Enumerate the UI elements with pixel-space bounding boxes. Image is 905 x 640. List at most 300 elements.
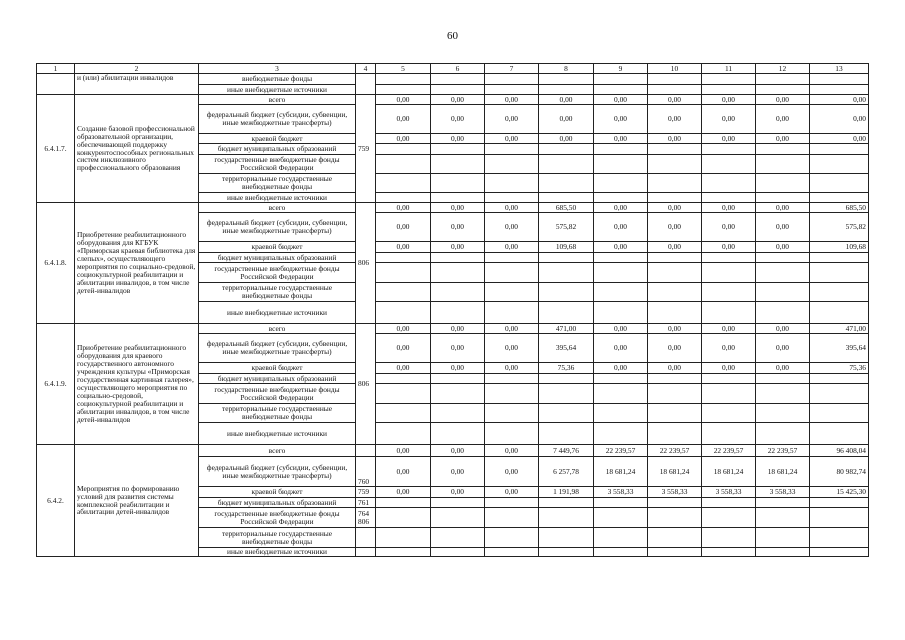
value-cell: 471,00 <box>810 324 869 334</box>
value-cell <box>539 528 594 548</box>
value-cell <box>810 404 869 423</box>
grbs-code-line: 806 <box>358 516 370 526</box>
value-cell <box>485 155 539 174</box>
value-cell <box>810 548 869 557</box>
value-cell <box>594 374 648 384</box>
value-cell <box>539 155 594 174</box>
value-cell <box>539 508 594 528</box>
value-cell <box>648 144 702 155</box>
value-cell <box>376 302 431 324</box>
value-cell: 0,00 <box>431 134 485 144</box>
value-cell <box>376 384 431 404</box>
grbs-code-line: 764 <box>358 508 370 518</box>
value-cell <box>594 508 648 528</box>
value-cell: 685,50 <box>810 203 869 213</box>
value-cell: 3 558,33 <box>648 487 702 498</box>
value-cell <box>594 404 648 423</box>
value-cell: 80 982,74 <box>810 457 869 487</box>
value-cell: 0,00 <box>485 324 539 334</box>
source-label: государственные внебюджетные фонды Российской Федерации <box>199 508 356 528</box>
value-cell <box>702 508 756 528</box>
value-cell <box>810 423 869 445</box>
value-cell <box>485 263 539 283</box>
grbs-code: 806 <box>356 324 376 445</box>
source-label: бюджет муниципальных образований <box>199 374 356 384</box>
value-cell: 0,00 <box>648 213 702 242</box>
value-cell <box>594 423 648 445</box>
value-cell: 0,00 <box>594 242 648 253</box>
value-cell: 0,00 <box>648 203 702 213</box>
value-cell: 0,00 <box>648 95 702 105</box>
column-header-9: 9 <box>594 64 648 74</box>
value-cell <box>702 548 756 557</box>
value-cell <box>810 302 869 324</box>
value-cell: 0,00 <box>756 203 810 213</box>
value-cell: 0,00 <box>756 242 810 253</box>
value-cell: 18 681,24 <box>594 457 648 487</box>
source-label: иные внебюджетные источники <box>199 548 356 557</box>
table-row <box>37 324 869 334</box>
value-cell: 0,00 <box>485 445 539 457</box>
source-label: территориальные государственные внебюджетные фонды <box>199 283 356 302</box>
source-label: государственные внебюджетные фонды Российской Федерации <box>199 384 356 404</box>
value-cell <box>539 193 594 203</box>
column-header-1: 1 <box>37 64 75 74</box>
value-cell: 109,68 <box>539 242 594 253</box>
value-cell: 0,00 <box>594 363 648 374</box>
value-cell <box>648 508 702 528</box>
value-cell <box>431 384 485 404</box>
row-code: 6.4.1.9. <box>37 324 75 445</box>
value-cell: 0,00 <box>756 363 810 374</box>
value-cell: 0,00 <box>594 334 648 363</box>
value-cell <box>810 174 869 193</box>
value-cell <box>810 374 869 384</box>
value-cell <box>648 498 702 508</box>
value-cell: 0,00 <box>485 334 539 363</box>
value-cell: 685,50 <box>539 203 594 213</box>
source-label: иные внебюджетные источники <box>199 302 356 324</box>
source-label: территориальные государственные внебюджетные фонды <box>199 528 356 548</box>
value-cell <box>648 283 702 302</box>
value-cell <box>756 404 810 423</box>
value-cell: 0,00 <box>810 134 869 144</box>
value-cell: 575,82 <box>810 213 869 242</box>
value-cell: 18 681,24 <box>702 457 756 487</box>
value-cell: 0,00 <box>431 242 485 253</box>
value-cell <box>702 263 756 283</box>
value-cell <box>485 384 539 404</box>
value-cell: 18 681,24 <box>648 457 702 487</box>
value-cell: 0,00 <box>756 134 810 144</box>
value-cell: 0,00 <box>431 105 485 134</box>
value-cell: 0,00 <box>431 445 485 457</box>
source-label: бюджет муниципальных образований <box>199 498 356 508</box>
value-cell <box>648 193 702 203</box>
value-cell: 0,00 <box>376 95 431 105</box>
value-cell <box>594 85 648 95</box>
value-cell: 0,00 <box>648 134 702 144</box>
value-cell <box>756 144 810 155</box>
value-cell: 75,36 <box>539 363 594 374</box>
source-label: краевой бюджет <box>199 242 356 253</box>
value-cell: 0,00 <box>702 213 756 242</box>
page-number: 60 <box>447 30 458 42</box>
value-cell: 0,00 <box>756 334 810 363</box>
value-cell <box>431 302 485 324</box>
value-cell <box>485 74 539 85</box>
value-cell <box>810 85 869 95</box>
value-cell: 0,00 <box>376 203 431 213</box>
value-cell <box>594 384 648 404</box>
value-cell: 22 239,57 <box>756 445 810 457</box>
value-cell <box>376 85 431 95</box>
column-header-3: 3 <box>199 64 356 74</box>
grbs-code: 759 <box>356 487 376 498</box>
value-cell <box>376 404 431 423</box>
grbs-code: 806 <box>356 203 376 324</box>
value-cell: 0,00 <box>376 334 431 363</box>
value-cell <box>756 253 810 263</box>
table-row <box>37 95 869 105</box>
value-cell: 0,00 <box>485 213 539 242</box>
source-label: бюджет муниципальных образований <box>199 253 356 263</box>
column-header-4: 4 <box>356 64 376 74</box>
value-cell <box>756 263 810 283</box>
value-cell: 75,36 <box>810 363 869 374</box>
measure-name: Приобретение реабилитационного оборудования для КГБУК «Приморская краевая библиотека для слепых», осуществляющего мероприятия по социально-средовой, социокультурной реабилитации и абилитации инвалидов, в том числе детей-инвалидов <box>75 203 199 324</box>
value-cell <box>648 548 702 557</box>
value-cell <box>756 283 810 302</box>
value-cell <box>539 263 594 283</box>
source-label: федеральный бюджет (субсидии, субвенции, иные межбюджетные трансферты) <box>199 457 356 487</box>
source-label: иные внебюджетные источники <box>199 193 356 203</box>
value-cell: 0,00 <box>376 105 431 134</box>
value-cell: 0,00 <box>431 324 485 334</box>
value-cell <box>756 548 810 557</box>
value-cell <box>702 174 756 193</box>
value-cell <box>594 174 648 193</box>
column-header-6: 6 <box>431 64 485 74</box>
value-cell: 0,00 <box>485 203 539 213</box>
source-label: всего <box>199 324 356 334</box>
value-cell: 0,00 <box>376 324 431 334</box>
value-cell: 0,00 <box>756 95 810 105</box>
value-cell <box>810 144 869 155</box>
source-label: федеральный бюджет (субсидии, субвенции, иные межбюджетные трансферты) <box>199 105 356 134</box>
grbs-cell <box>356 548 376 557</box>
value-cell <box>376 508 431 528</box>
value-cell <box>702 423 756 445</box>
value-cell <box>485 548 539 557</box>
value-cell <box>376 374 431 384</box>
value-cell: 0,00 <box>594 213 648 242</box>
value-cell <box>756 155 810 174</box>
value-cell <box>485 404 539 423</box>
table-row <box>37 445 869 457</box>
source-label: краевой бюджет <box>199 487 356 498</box>
source-label: всего <box>199 203 356 213</box>
value-cell <box>810 384 869 404</box>
value-cell: 0,00 <box>594 95 648 105</box>
value-cell <box>431 193 485 203</box>
table-row <box>37 203 869 213</box>
value-cell: 0,00 <box>594 324 648 334</box>
value-cell <box>431 283 485 302</box>
value-cell <box>431 74 485 85</box>
value-cell: 0,00 <box>485 134 539 144</box>
value-cell <box>594 74 648 85</box>
value-cell <box>594 253 648 263</box>
value-cell <box>648 174 702 193</box>
value-cell: 0,00 <box>431 95 485 105</box>
value-cell <box>376 193 431 203</box>
value-cell: 3 558,33 <box>702 487 756 498</box>
value-cell <box>539 174 594 193</box>
grbs-code: 759 <box>356 95 376 203</box>
value-cell <box>810 155 869 174</box>
source-label: внебюджетные фонды <box>199 74 356 85</box>
value-cell <box>756 508 810 528</box>
grbs-code <box>356 508 376 528</box>
value-cell <box>539 253 594 263</box>
value-cell: 0,00 <box>702 242 756 253</box>
grbs-cell <box>356 528 376 548</box>
value-cell: 0,00 <box>594 105 648 134</box>
value-cell: 6 257,78 <box>539 457 594 487</box>
column-header-10: 10 <box>648 64 702 74</box>
row-code: 6.4.1.8. <box>37 203 75 324</box>
value-cell <box>648 384 702 404</box>
value-cell: 0,00 <box>431 213 485 242</box>
value-cell <box>810 193 869 203</box>
value-cell <box>376 528 431 548</box>
value-cell: 0,00 <box>485 105 539 134</box>
value-cell: 0,00 <box>702 134 756 144</box>
value-cell <box>594 498 648 508</box>
value-cell: 0,00 <box>810 95 869 105</box>
value-cell <box>648 302 702 324</box>
value-cell <box>756 174 810 193</box>
value-cell <box>702 85 756 95</box>
value-cell <box>594 528 648 548</box>
measure-name: Создание базовой профессиональной образовательной организации, обеспечивающей поддержку конкурентоспособных региональных систем инклюзивного профессионального образования <box>75 95 199 203</box>
value-cell: 109,68 <box>810 242 869 253</box>
value-cell <box>756 423 810 445</box>
value-cell: 7 449,76 <box>539 445 594 457</box>
value-cell <box>539 144 594 155</box>
value-cell: 3 558,33 <box>594 487 648 498</box>
value-cell <box>648 85 702 95</box>
value-cell: 0,00 <box>376 363 431 374</box>
value-cell <box>431 508 485 528</box>
value-cell: 0,00 <box>376 134 431 144</box>
value-cell: 15 425,30 <box>810 487 869 498</box>
measure-name: Мероприятия по формированию условий для развития системы комплексной реабилитации и абилитации детей-инвалидов <box>75 445 199 557</box>
value-cell: 0,00 <box>485 487 539 498</box>
source-label: государственные внебюджетные фонды Российской Федерации <box>199 155 356 174</box>
value-cell <box>485 508 539 528</box>
value-cell <box>810 283 869 302</box>
value-cell: 0,00 <box>431 457 485 487</box>
value-cell <box>702 253 756 263</box>
column-header-12: 12 <box>756 64 810 74</box>
value-cell <box>376 74 431 85</box>
value-cell: 0,00 <box>702 334 756 363</box>
value-cell <box>431 548 485 557</box>
value-cell <box>539 374 594 384</box>
value-cell <box>485 302 539 324</box>
value-cell: 0,00 <box>756 213 810 242</box>
value-cell <box>756 85 810 95</box>
value-cell <box>485 528 539 548</box>
value-cell: 22 239,57 <box>702 445 756 457</box>
value-cell <box>539 498 594 508</box>
value-cell <box>702 384 756 404</box>
value-cell: 0,00 <box>376 242 431 253</box>
value-cell <box>702 498 756 508</box>
value-cell <box>810 498 869 508</box>
value-cell: 0,00 <box>485 363 539 374</box>
value-cell <box>376 283 431 302</box>
value-cell <box>648 263 702 283</box>
value-cell <box>539 74 594 85</box>
value-cell <box>431 85 485 95</box>
source-label: территориальные государственные внебюджетные фонды <box>199 174 356 193</box>
value-cell <box>376 174 431 193</box>
value-cell <box>376 423 431 445</box>
source-label: государственные внебюджетные фонды Российской Федерации <box>199 263 356 283</box>
column-header-2: 2 <box>75 64 199 74</box>
value-cell <box>431 423 485 445</box>
value-cell <box>810 528 869 548</box>
value-cell <box>702 302 756 324</box>
value-cell <box>376 263 431 283</box>
value-cell: 22 239,57 <box>648 445 702 457</box>
source-label: федеральный бюджет (субсидии, субвенции, иные межбюджетные трансферты) <box>199 213 356 242</box>
value-cell <box>539 302 594 324</box>
value-cell <box>702 144 756 155</box>
value-cell <box>594 283 648 302</box>
value-cell: 22 239,57 <box>594 445 648 457</box>
column-header-11: 11 <box>702 64 756 74</box>
value-cell <box>539 384 594 404</box>
column-header-8: 8 <box>539 64 594 74</box>
value-cell <box>431 498 485 508</box>
value-cell: 0,00 <box>810 105 869 134</box>
value-cell: 0,00 <box>648 334 702 363</box>
value-cell: 0,00 <box>376 457 431 487</box>
source-label: краевой бюджет <box>199 134 356 144</box>
value-cell <box>485 253 539 263</box>
value-cell <box>648 74 702 85</box>
value-cell: 471,00 <box>539 324 594 334</box>
value-cell <box>756 384 810 404</box>
value-cell <box>431 155 485 174</box>
measure-name: Приобретение реабилитационного оборудования для краевого государственного автономного учреждения культуры «Приморская государственная картинная галерея», осуществляющего мероприятия по социально-средовой, социокультурной реабилитации и абилитации инвалидов, в том числе детей-инвалидов <box>75 324 199 445</box>
value-cell <box>648 374 702 384</box>
value-cell: 395,64 <box>539 334 594 363</box>
value-cell <box>539 423 594 445</box>
value-cell <box>431 144 485 155</box>
value-cell: 0,00 <box>702 324 756 334</box>
value-cell: 96 408,04 <box>810 445 869 457</box>
value-cell: 0,00 <box>648 363 702 374</box>
value-cell: 0,00 <box>539 95 594 105</box>
value-cell: 0,00 <box>702 95 756 105</box>
value-cell <box>756 193 810 203</box>
value-cell <box>485 423 539 445</box>
source-label: иные внебюджетные источники <box>199 423 356 445</box>
value-cell <box>810 253 869 263</box>
source-label: краевой бюджет <box>199 363 356 374</box>
grbs-cell <box>356 74 376 95</box>
value-cell: 0,00 <box>648 242 702 253</box>
value-cell <box>539 283 594 302</box>
value-cell <box>431 253 485 263</box>
value-cell: 0,00 <box>431 203 485 213</box>
value-cell <box>756 498 810 508</box>
source-label: всего <box>199 445 356 457</box>
value-cell <box>376 155 431 174</box>
value-cell: 0,00 <box>431 363 485 374</box>
table-row <box>37 74 869 85</box>
value-cell: 0,00 <box>702 203 756 213</box>
value-cell <box>485 283 539 302</box>
value-cell <box>485 193 539 203</box>
value-cell <box>431 528 485 548</box>
header-row <box>37 64 869 74</box>
value-cell <box>594 155 648 174</box>
value-cell <box>485 174 539 193</box>
value-cell <box>702 283 756 302</box>
value-cell: 1 191,98 <box>539 487 594 498</box>
column-header-7: 7 <box>485 64 539 74</box>
value-cell: 395,64 <box>810 334 869 363</box>
value-cell: 0,00 <box>485 457 539 487</box>
value-cell <box>594 193 648 203</box>
value-cell <box>702 193 756 203</box>
value-cell: 0,00 <box>594 203 648 213</box>
value-cell <box>756 374 810 384</box>
value-cell <box>594 263 648 283</box>
value-cell <box>702 74 756 85</box>
value-cell: 0,00 <box>539 105 594 134</box>
column-header-5: 5 <box>376 64 431 74</box>
code-cell <box>37 74 75 95</box>
source-label: иные внебюджетные источники <box>199 85 356 95</box>
value-cell <box>648 253 702 263</box>
value-cell <box>376 548 431 557</box>
value-cell <box>756 528 810 548</box>
value-cell <box>702 404 756 423</box>
value-cell <box>431 263 485 283</box>
value-cell <box>376 253 431 263</box>
value-cell <box>485 144 539 155</box>
value-cell <box>756 302 810 324</box>
grbs-code: 761 <box>356 498 376 508</box>
value-cell: 0,00 <box>485 242 539 253</box>
value-cell <box>485 85 539 95</box>
value-cell: 0,00 <box>431 334 485 363</box>
value-cell <box>648 155 702 174</box>
value-cell <box>810 263 869 283</box>
budget-table <box>36 63 869 557</box>
value-cell: 0,00 <box>376 213 431 242</box>
measure-name: и (или) абилитации инвалидов <box>75 74 199 95</box>
value-cell: 18 681,24 <box>756 457 810 487</box>
value-cell <box>702 528 756 548</box>
